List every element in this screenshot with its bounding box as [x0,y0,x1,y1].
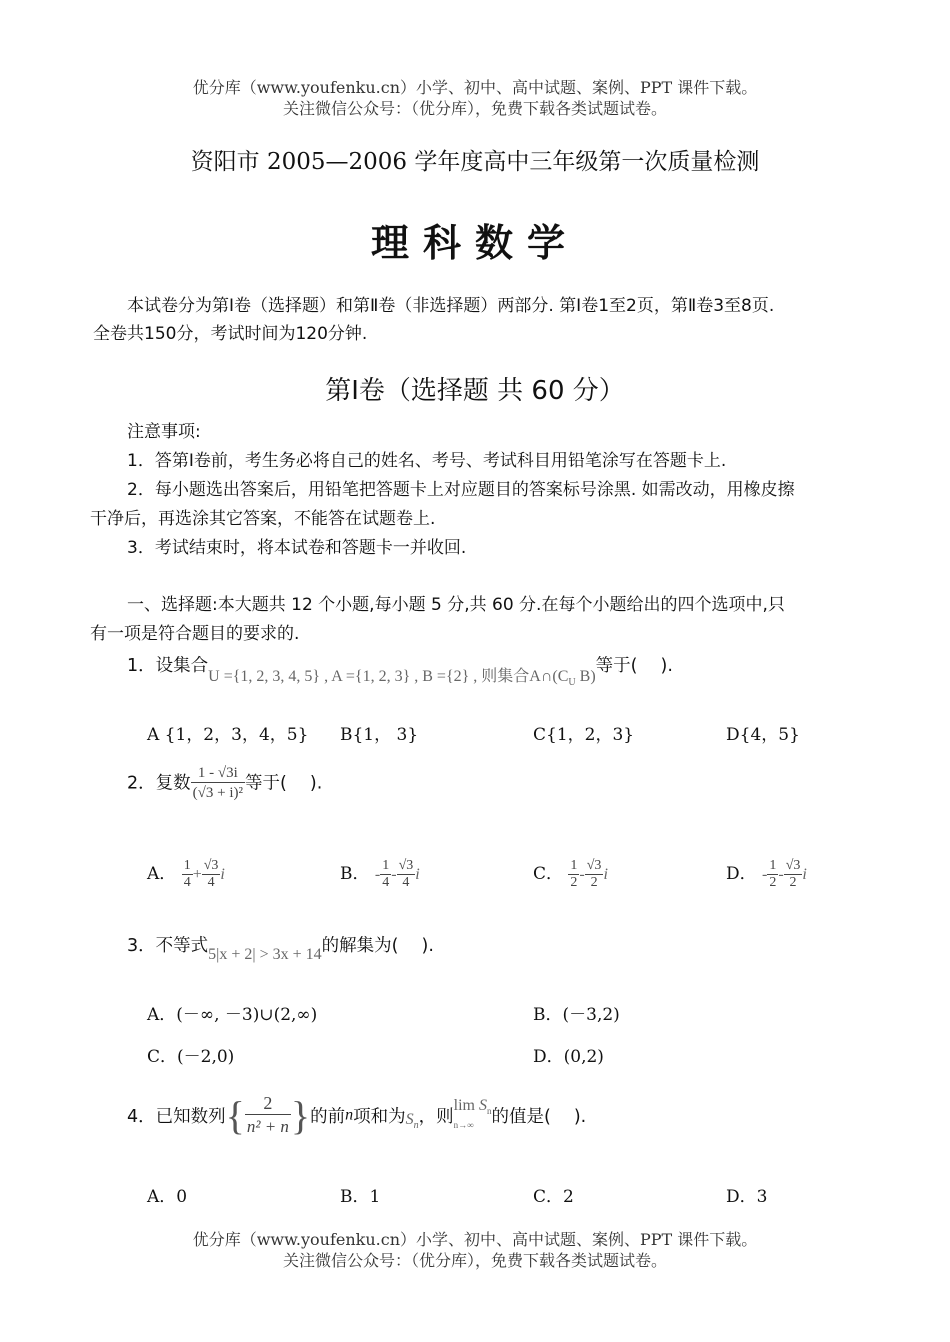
q2-d-frac2 [784,858,803,891]
note-3: 3．考试结束时，将本试卷和答题卡一并收回. [127,538,467,558]
q2-d-f2n: √3 [785,858,801,873]
q1-suffix: 等于( ). [595,656,673,676]
q2-d-f1d: 2 [769,875,777,890]
q2-a-op: + [192,866,202,883]
question-3 [127,932,434,963]
note-1: 1．答第Ⅰ卷前，考生务必将自己的姓名、考号、考试科目用铅笔涂写在答题卡上. [127,451,727,471]
q2-b-frac2 [397,858,416,891]
q2-d-sign: - [762,866,768,883]
q4-mid: 的前 [310,1107,346,1127]
part1-line-2: 有一项是符合题目的要求的. [90,624,300,644]
q3-option-b: B．(－3,2) [533,1005,620,1025]
exam-title: 资阳市 2005—2006 学年度高中三年级第一次质量检测 [190,149,760,175]
q2-c-label: C． [533,864,564,884]
q1-prefix: 1．设集合 [127,656,209,676]
q2-d-op: - [778,866,784,883]
q4-option-c: C．2 [533,1187,574,1207]
q4-sn [405,1111,419,1132]
q2-fraction [191,764,245,803]
footer-banner-line-2: 关注微信公众号：（优分库），免费下载各类试题试卷。 [282,1251,667,1270]
q2-c-frac2 [585,858,604,891]
q4-option-d: D．3 [726,1187,768,1207]
q2-d-i: i [802,866,807,883]
q4-sn-sub: n [413,1120,419,1132]
q4-denominator: n² + n [246,1117,289,1136]
q4-mid2: 项和为 [353,1107,406,1127]
q2-c-frac1 [568,858,579,891]
q3-suffix: 的解集为( ). [321,936,434,956]
q2-prefix: 2．复数 [127,773,191,794]
banner-line-2: 关注微信公众号：（优分库），免费下载各类试题试卷。 [282,99,667,118]
q1-option-a: A {1，2，3，4，5} [147,725,309,745]
q2-option-d [726,858,807,891]
q2-d-f1n: 1 [769,858,777,873]
q4-lim-s: S [478,1096,487,1114]
q2-b-i: i [415,866,420,883]
q2-d-frac1 [767,858,778,891]
q2-b-op: - [391,866,397,883]
q2-c-i: i [603,866,608,883]
notes-title: 注意事项: [127,422,201,442]
q2-b-f2n: √3 [398,858,414,873]
q1-option-d: D{4，5} [726,725,800,745]
q2-option-b [340,858,420,891]
question-1 [127,652,673,689]
q2-a-f2d: 4 [207,875,215,890]
q2-c-f1d: 2 [570,875,578,890]
q2-option-c [533,858,608,891]
q3-prefix: 3．不等式 [127,936,209,956]
q1-math [208,668,596,689]
subject-title: 理科数学 [370,221,579,265]
q4-option-b: B．1 [340,1187,381,1207]
q3-math: 5|x + 2| > 3x + 14 [208,946,322,963]
q4-limit [453,1096,492,1132]
intro-line-2: 全卷共150分，考试时间为120分钟. [93,324,368,344]
intro-line-1: 本试卷分为第Ⅰ卷（选择题）和第Ⅱ卷（非选择题）两部分. 第Ⅰ卷1至2页，第Ⅱ卷3至8页. [127,296,775,316]
q1-math-sub: U [568,677,576,689]
q2-b-f1n: 1 [382,858,390,873]
note-2b: 干净后，再选涂其它答案，不能答在试题卷上. [90,509,436,529]
q4-brace-right: } [290,1093,311,1138]
q2-option-a [147,858,225,891]
q4-lim-s-sub: n [486,1106,492,1117]
q2-b-frac1 [380,858,391,891]
q2-a-f1d: 4 [183,875,191,890]
q4-sn-s: S [405,1111,414,1129]
q1-math-main: U ={1, 2, 3, 4, 5} , A ={1, 2, 3} , B ={2} , 则集合A∩(C [208,668,569,685]
q2-c-f2d: 2 [590,875,598,890]
q3-option-c: C．(－2,0) [147,1047,235,1067]
q2-b-f1d: 4 [382,875,390,890]
q4-option-a: A．0 [147,1187,188,1207]
q2-a-f2n: √3 [203,858,219,873]
section-title: 第Ⅰ卷（选择题 共 60 分） [325,376,625,406]
part1-line-1: 一、选择题:本大题共 12 个小题,每小题 5 分,共 60 分.在每个小题给出的四个选项中,只 [127,595,785,615]
q1-option-b: B{1， 3} [340,725,419,745]
footer-banner-line-1: 优分库（www.youfenku.cn）小学、初中、高中试题、案例、PPT 课件下载。 [192,1230,758,1249]
q2-d-f2d: 2 [789,875,797,890]
q1-math-end: B) [575,668,596,685]
note-2a: 2．每小题选出答案后，用铅笔把答题卡上对应题目的答案标号涂黑. 如需改动，用橡皮擦 [127,480,795,500]
q4-comma: ，则 [418,1107,454,1127]
q1-option-c: C{1，2，3} [533,725,635,745]
q2-b-f2d: 4 [402,875,410,890]
question-2 [127,764,322,803]
q2-c-f2n: √3 [586,858,602,873]
q4-lim-word [453,1096,492,1118]
q4-brace-left: { [225,1093,245,1138]
q3-option-a: A．(－∞, －3)∪(2,∞) [147,1005,318,1025]
q2-b-sign: - [374,866,381,883]
q2-denominator: (√3 + i)² [192,785,243,801]
q2-numerator: 1 - √3i [191,764,245,783]
q2-d-label: D． [726,864,757,884]
q2-a-label: A． [147,864,177,884]
q2-a-frac2 [202,858,221,891]
q2-c-f1n: 1 [570,858,578,873]
q2-c-op: - [579,866,585,883]
banner-line-1: 优分库（www.youfenku.cn）小学、初中、高中试题、案例、PPT 课件下载。 [192,78,758,97]
q2-b-label: B． [340,864,370,884]
q4-numerator: 2 [245,1092,291,1115]
q2-suffix: 等于( ). [245,773,323,794]
q2-a-frac1 [182,858,193,891]
q4-prefix: 4．已知数列 [127,1107,226,1127]
q4-n: n [345,1106,354,1124]
question-4 [127,1092,586,1139]
q4-suffix: 的值是( ). [491,1107,587,1127]
q4-fraction [245,1092,291,1139]
q2-a-f1n: 1 [183,858,191,873]
q2-a-i: i [220,866,225,883]
q3-option-d: D．(0,2) [533,1047,604,1067]
q4-lim: lim [453,1096,475,1114]
q4-lim-sub: n→∞ [453,1120,474,1131]
